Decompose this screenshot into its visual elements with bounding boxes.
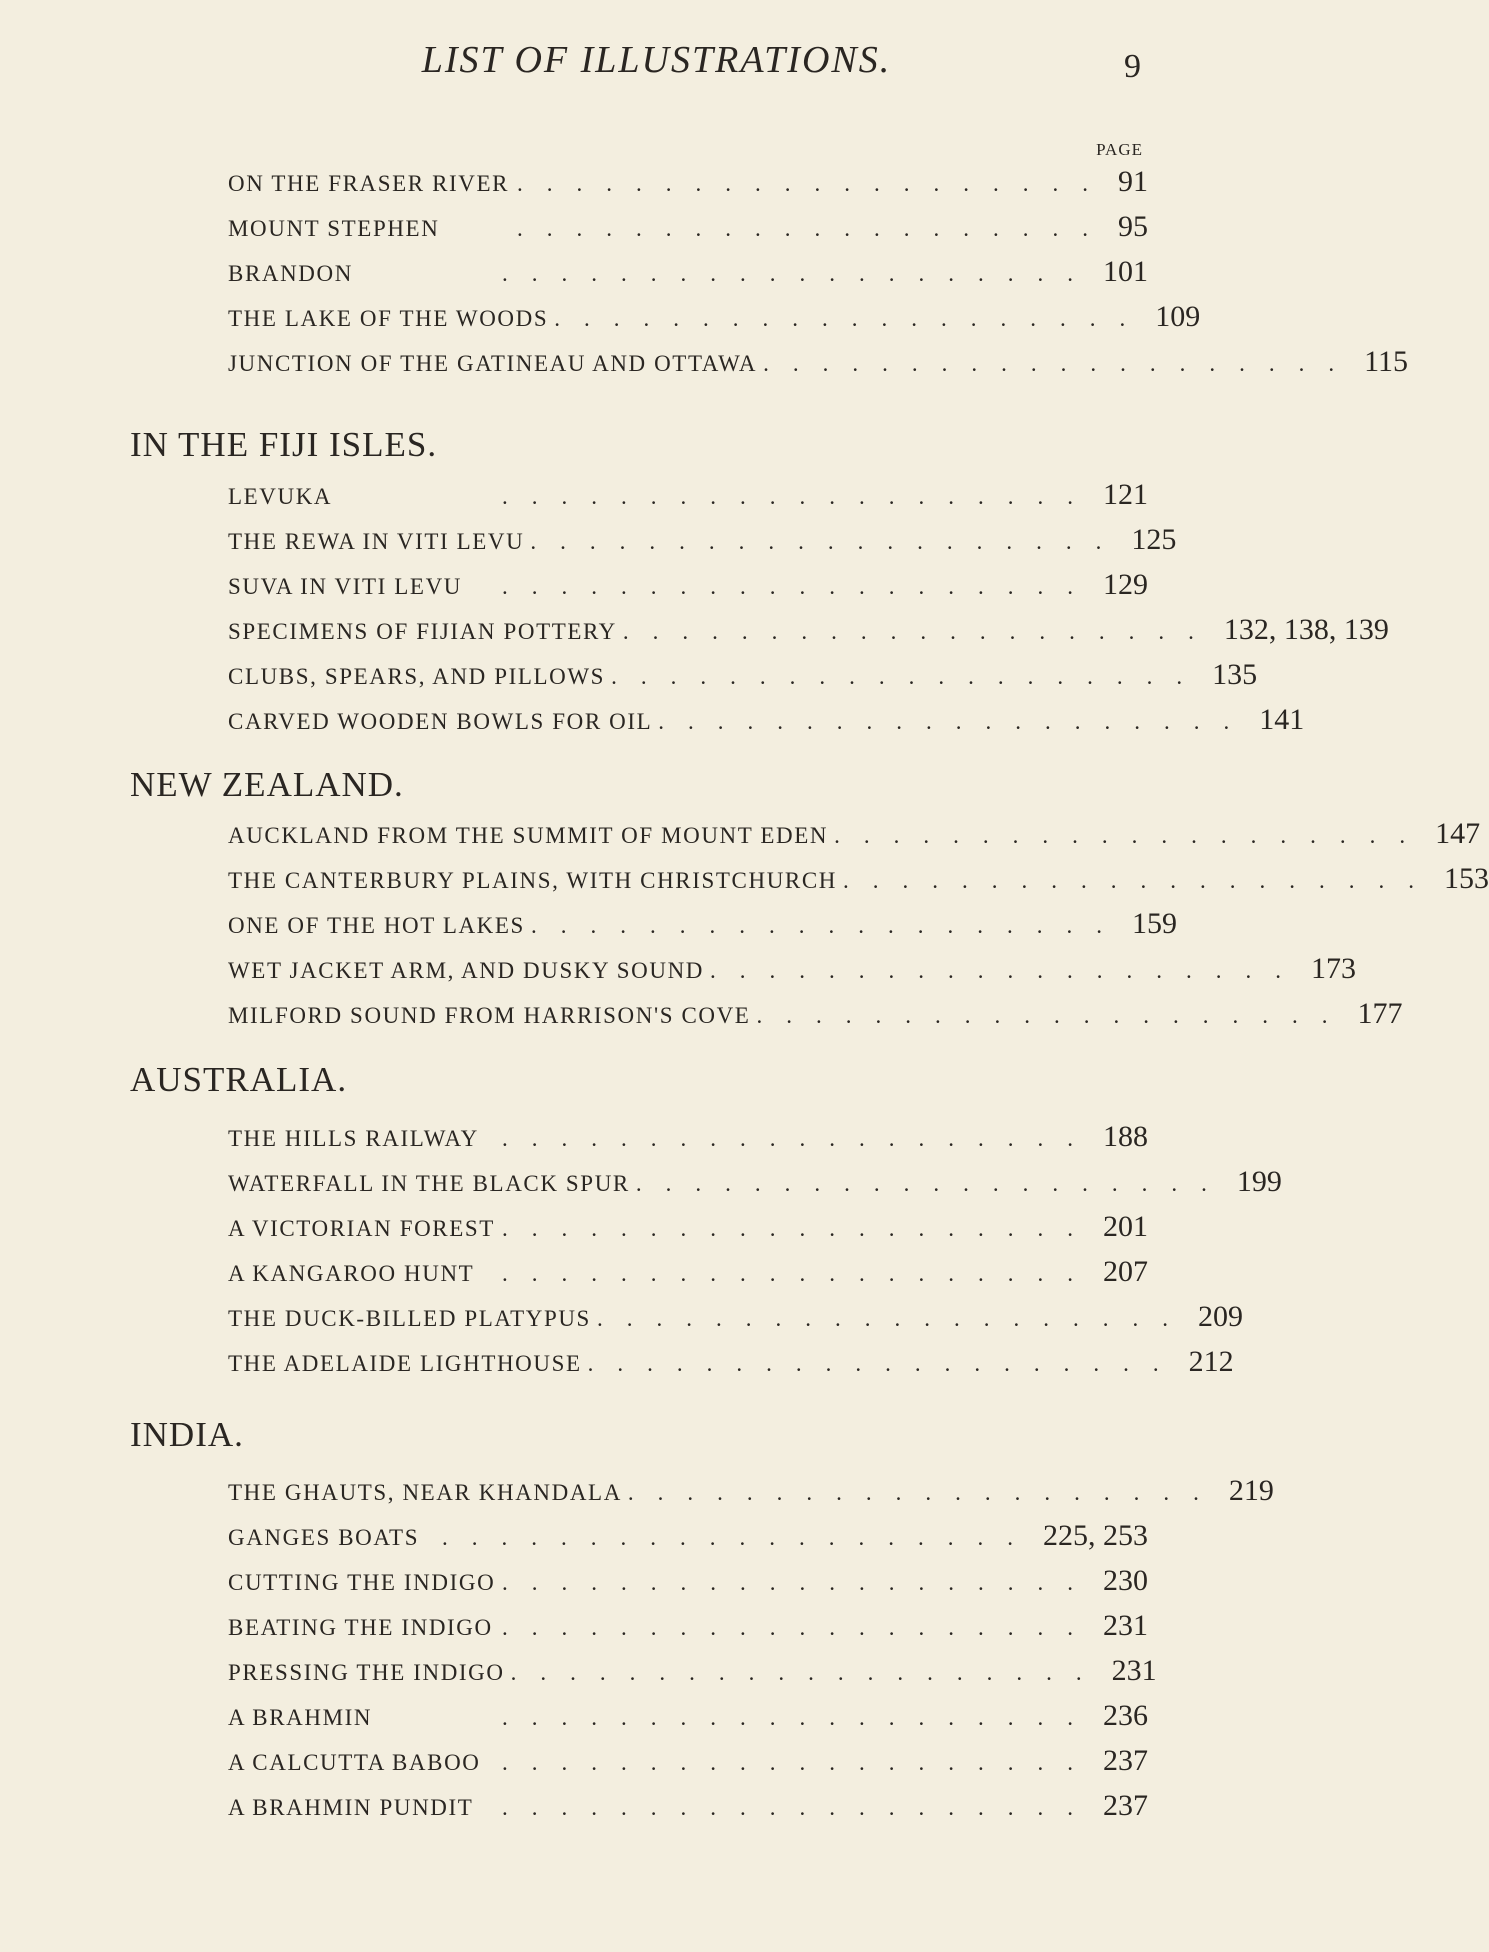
dot-leader: .................... xyxy=(517,216,1112,241)
illustration-entry xyxy=(228,478,1148,512)
illustration-title: PRESSING THE INDIGO xyxy=(228,1660,505,1685)
illustration-title: ONE OF THE HOT LAKES xyxy=(228,913,525,938)
illustration-page-number: 141 xyxy=(1259,703,1305,736)
illustration-title: A KANGAROO HUNT xyxy=(228,1261,475,1286)
illustration-title: A BRAHMIN PUNDIT xyxy=(228,1795,474,1820)
section-heading: INDIA. xyxy=(130,1415,244,1454)
illustration-page-number: 173 xyxy=(1311,952,1356,985)
illustration-page-number: 219 xyxy=(1228,1474,1274,1507)
dot-leader: .................... xyxy=(554,306,1150,331)
illustration-title: MOUNT STEPHEN xyxy=(228,216,440,241)
illustration-entry xyxy=(228,817,1481,851)
illustration-entry xyxy=(228,1120,1148,1154)
illustration-entry xyxy=(228,523,1177,557)
illustration-entry xyxy=(228,703,1305,737)
dot-leader: .................... xyxy=(530,913,1126,938)
illustration-entry xyxy=(228,1744,1148,1778)
illustration-title: BEATING THE INDIGO xyxy=(228,1615,493,1640)
dot-leader: .................... xyxy=(596,1306,1192,1331)
illustration-page-number: 212 xyxy=(1188,1345,1234,1378)
illustration-page-number: 125 xyxy=(1131,523,1177,556)
illustration-entry xyxy=(228,165,1148,199)
illustration-entry xyxy=(228,1519,1148,1553)
illustration-page-number: 201 xyxy=(1103,1210,1148,1243)
illustration-entry xyxy=(228,210,1148,244)
illustration-page-number: 199 xyxy=(1236,1165,1282,1198)
illustration-title: CARVED WOODEN BOWLS FOR OIL xyxy=(228,709,653,734)
illustration-entry xyxy=(228,907,1177,941)
illustration-page-number: 109 xyxy=(1155,300,1201,333)
dot-leader: .................... xyxy=(502,1570,1097,1595)
illustration-entry xyxy=(228,300,1201,334)
illustration-title: CUTTING THE INDIGO xyxy=(228,1570,496,1595)
illustration-title: A CALCUTTA BABOO xyxy=(228,1750,481,1775)
dot-leader: .................... xyxy=(510,1660,1106,1685)
illustration-entry xyxy=(228,1210,1148,1244)
illustration-page-number: 159 xyxy=(1131,907,1177,940)
illustration-page-number: 231 xyxy=(1103,1609,1148,1642)
dot-leader: .................... xyxy=(502,1615,1097,1640)
illustration-title: MILFORD SOUND FROM HARRISON'S COVE xyxy=(228,1003,751,1028)
dot-leader: .................... xyxy=(502,1126,1097,1151)
illustration-entry xyxy=(228,1345,1234,1379)
illustration-page-number: 237 xyxy=(1103,1744,1148,1777)
illustration-entry xyxy=(228,1699,1148,1733)
illustration-title: CLUBS, SPEARS, AND PILLOWS xyxy=(228,664,606,689)
illustration-entry xyxy=(228,568,1148,602)
dot-leader: .................... xyxy=(502,1795,1097,1820)
illustration-entry xyxy=(228,1300,1243,1334)
illustration-title: GANGES BOATS xyxy=(228,1525,420,1550)
illustration-page-number: 121 xyxy=(1103,478,1148,511)
dot-leader: .................... xyxy=(442,1525,1037,1550)
illustration-page-number: 207 xyxy=(1103,1255,1148,1288)
dot-leader: .................... xyxy=(763,351,1359,376)
illustration-page-number: 132, 138, 139 xyxy=(1223,613,1389,646)
page-number: 9 xyxy=(1124,48,1141,85)
illustration-entry xyxy=(228,1789,1148,1823)
dot-leader: .................... xyxy=(530,529,1126,554)
illustration-entry xyxy=(228,1255,1148,1289)
illustration-title: WET JACKET ARM, AND DUSKY SOUND xyxy=(228,958,704,983)
illustration-title: SUVA IN VITI LEVU xyxy=(228,574,462,599)
illustration-page-number: 225, 253 xyxy=(1043,1519,1148,1552)
illustration-page-number: 230 xyxy=(1103,1564,1148,1597)
dot-leader: .................... xyxy=(834,823,1430,848)
illustration-page-number: 209 xyxy=(1197,1300,1243,1333)
page-column-label: PAGE xyxy=(1096,140,1143,159)
illustration-title: THE CANTERBURY PLAINS, WITH CHRISTCHURCH xyxy=(228,868,838,893)
illustration-title: WATERFALL IN THE BLACK SPUR xyxy=(228,1171,630,1196)
dot-leader: .................... xyxy=(517,171,1112,196)
illustration-page-number: 91 xyxy=(1118,165,1148,198)
illustration-entry xyxy=(228,658,1258,692)
illustration-title: JUNCTION OF THE GATINEAU AND OTTAWA xyxy=(228,351,758,376)
dot-leader: .................... xyxy=(658,709,1254,734)
dot-leader: .................... xyxy=(622,619,1218,644)
section-heading: IN THE FIJI ISLES. xyxy=(130,425,438,464)
illustration-title: SPECIMENS OF FIJIAN POTTERY xyxy=(228,619,617,644)
illustration-entry xyxy=(228,1654,1157,1688)
illustration-page-number: 95 xyxy=(1118,210,1148,243)
illustration-title: THE DUCK-BILLED PLATYPUS xyxy=(228,1306,591,1331)
illustration-entry xyxy=(228,1474,1274,1508)
illustration-title: LEVUKA xyxy=(228,484,333,509)
illustration-title: A VICTORIAN FOREST xyxy=(228,1216,495,1241)
illustration-entry xyxy=(228,255,1148,289)
running-header-title: LIST OF ILLUSTRATIONS. xyxy=(421,39,892,81)
illustration-title: BRANDON xyxy=(228,261,353,286)
illustration-entry xyxy=(228,997,1403,1031)
illustration-entry xyxy=(228,1564,1148,1598)
dot-leader: .................... xyxy=(627,1480,1223,1505)
dot-leader: .................... xyxy=(611,664,1207,689)
illustration-title: AUCKLAND FROM THE SUMMIT OF MOUNT EDEN xyxy=(228,823,829,848)
illustration-title: A BRAHMIN xyxy=(228,1705,373,1730)
dot-leader: .................... xyxy=(502,574,1097,599)
section-heading: NEW ZEALAND. xyxy=(130,765,404,804)
illustration-title: THE LAKE OF THE WOODS xyxy=(228,306,549,331)
dot-leader: .................... xyxy=(635,1171,1231,1196)
illustration-page-number: 101 xyxy=(1103,255,1148,288)
dot-leader: .................... xyxy=(587,1351,1183,1376)
illustration-page-number: 177 xyxy=(1357,997,1403,1030)
dot-leader: .................... xyxy=(756,1003,1352,1028)
dot-leader: .................... xyxy=(502,484,1097,509)
illustration-page-number: 129 xyxy=(1103,568,1148,601)
illustration-title: ON THE FRASER RIVER xyxy=(228,171,510,196)
dot-leader: .................... xyxy=(502,1216,1097,1241)
illustration-title: THE HILLS RAILWAY xyxy=(228,1126,479,1151)
illustration-page-number: 153 xyxy=(1444,862,1489,895)
illustration-page-number: 236 xyxy=(1103,1699,1148,1732)
dot-leader: .................... xyxy=(502,1261,1097,1286)
illustration-entry xyxy=(228,952,1356,986)
dot-leader: .................... xyxy=(502,1750,1097,1775)
illustration-entry xyxy=(228,862,1489,896)
illustration-title: THE REWA IN VITI LEVU xyxy=(228,529,525,554)
illustration-page-number: 188 xyxy=(1103,1120,1148,1153)
illustration-entry xyxy=(228,1609,1148,1643)
illustration-page-number: 147 xyxy=(1435,817,1481,850)
illustration-entry xyxy=(228,613,1389,647)
illustration-page-number: 115 xyxy=(1364,345,1408,378)
dot-leader: .................... xyxy=(502,1705,1097,1730)
dot-leader: .................... xyxy=(502,261,1097,286)
illustration-title: THE ADELAIDE LIGHTHOUSE xyxy=(228,1351,582,1376)
illustration-title: THE GHAUTS, NEAR KHANDALA xyxy=(228,1480,622,1505)
illustration-entry xyxy=(228,345,1408,379)
dot-leader: .................... xyxy=(843,868,1439,893)
illustration-page-number: 237 xyxy=(1103,1789,1148,1822)
illustration-page-number: 231 xyxy=(1111,1654,1157,1687)
illustration-page-number: 135 xyxy=(1212,658,1258,691)
illustration-entry xyxy=(228,1165,1282,1199)
section-heading: AUSTRALIA. xyxy=(130,1060,348,1099)
dot-leader: .................... xyxy=(710,958,1305,983)
